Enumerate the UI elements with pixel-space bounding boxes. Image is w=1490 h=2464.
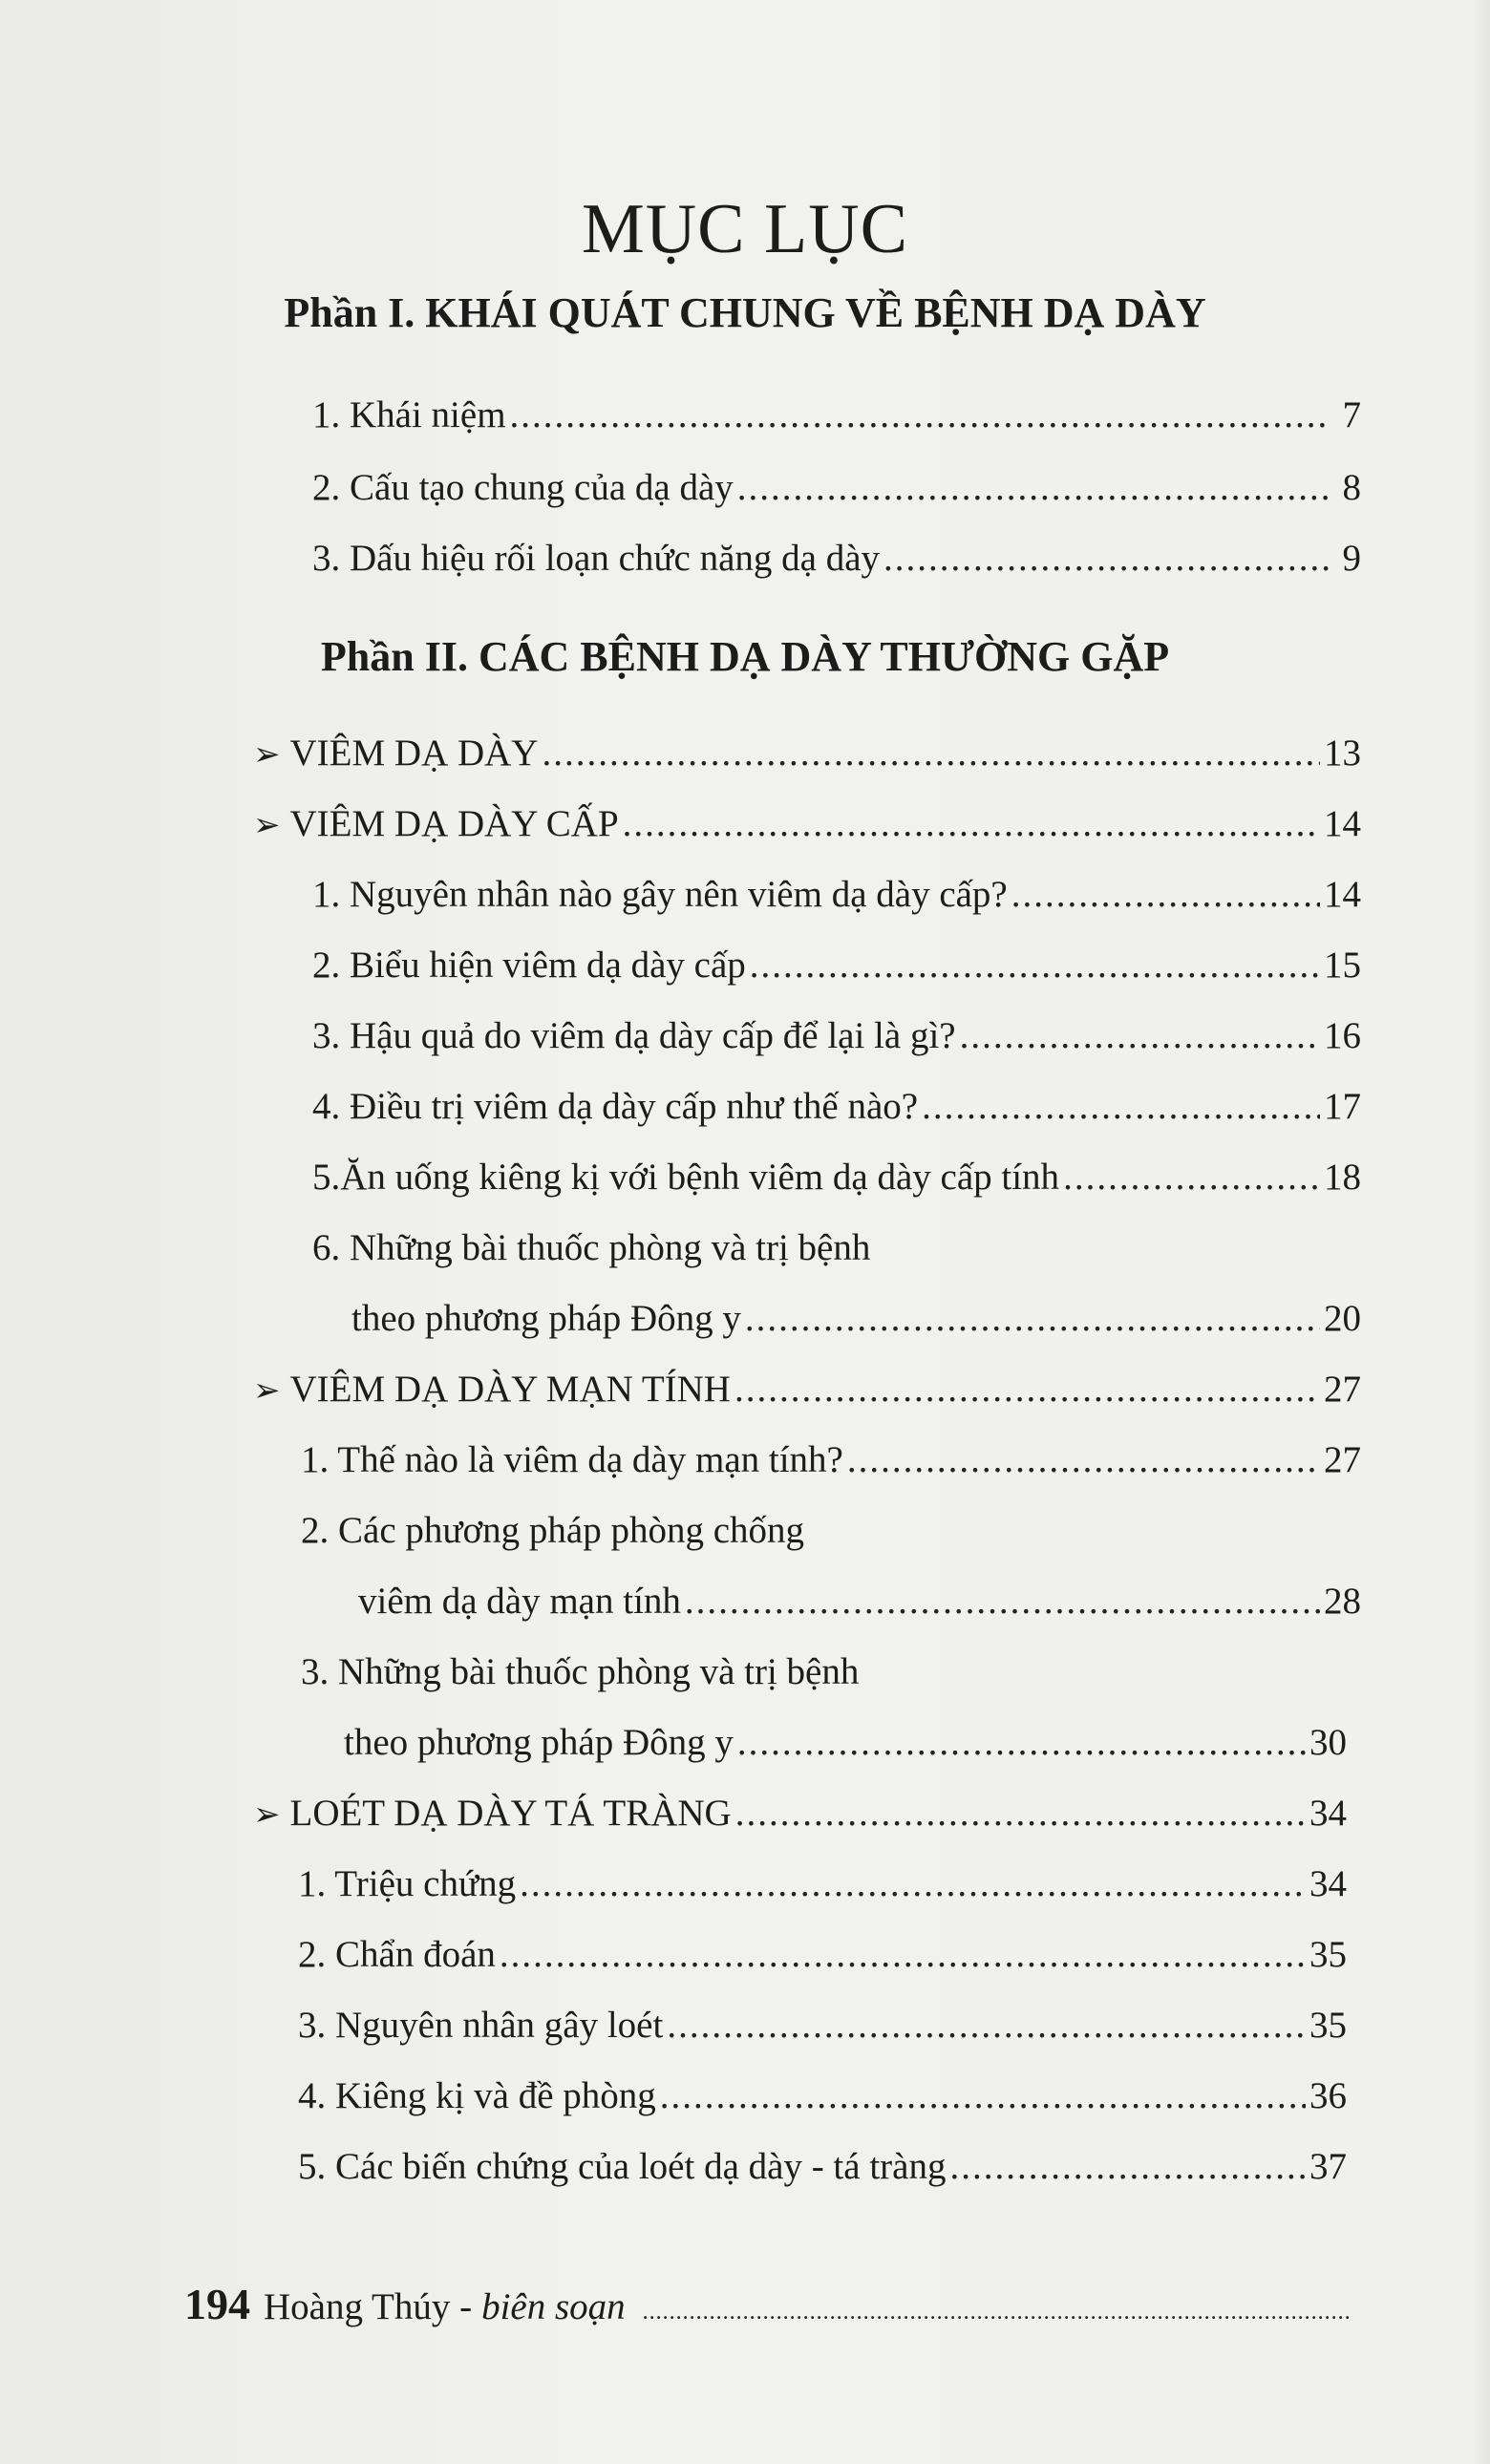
- toc-entry[interactable]: [358, 1580, 1361, 1637]
- toc-entry-page: 28: [1324, 1581, 1361, 1622]
- leader-dots: [500, 1933, 1306, 1976]
- leader-dots: [847, 1438, 1320, 1481]
- toc-entry-text: 2. Cấu tạo chung của dạ dày: [312, 467, 734, 508]
- toc-entry-text-line1[interactable]: 3. Những bài thuốc phòng và trị bệnh: [301, 1651, 860, 1692]
- toc-entry-text: 2. Chẩn đoán: [298, 1934, 496, 1975]
- toc-entry-text: VIÊM DẠ DÀY MẠN TÍNH: [289, 1369, 731, 1410]
- toc-entry-text: LOÉT DẠ DÀY TÁ TRÀNG: [289, 1793, 732, 1834]
- toc-entry[interactable]: [312, 944, 1361, 1001]
- toc-entry-page: 34: [1309, 1863, 1347, 1904]
- toc-entry-text: 1. Nguyên nhân nào gây nên viêm dạ dày cấp?: [312, 874, 1008, 915]
- toc-entry-page: 7: [1342, 394, 1361, 435]
- toc-entry[interactable]: [312, 873, 1361, 930]
- toc-entry-text: 5.Ăn uống kiêng kị với bệnh viêm dạ dày cấp tính: [312, 1157, 1060, 1198]
- toc-entry[interactable]: [298, 1862, 1347, 1920]
- leader-dots: [922, 1085, 1320, 1128]
- leader-dots: [685, 1580, 1320, 1623]
- page-footer: [184, 2279, 1350, 2336]
- leader-dots: [735, 1792, 1306, 1835]
- arrow-bullet-icon: ➢: [253, 1373, 281, 1409]
- toc-entry-page: 35: [1309, 2005, 1347, 2046]
- leader-dots: [1011, 873, 1320, 916]
- toc-entry-text: 4. Kiêng kị và đề phòng: [298, 2075, 656, 2116]
- leader-dots: [520, 1862, 1306, 1905]
- footer-author: Hoàng Thúy -: [264, 2286, 473, 2327]
- leader-dots: [1063, 1156, 1320, 1199]
- toc-entry[interactable]: [312, 1085, 1361, 1142]
- leader-dots: [737, 1721, 1306, 1764]
- toc-entry-page: 27: [1324, 1439, 1361, 1480]
- toc-section-entry[interactable]: [253, 732, 1361, 789]
- toc-entry[interactable]: [298, 2004, 1347, 2061]
- toc-entry[interactable]: [312, 537, 1361, 594]
- leader-dots: [623, 802, 1320, 845]
- leader-dots: [542, 732, 1320, 775]
- toc-entry-text: 3. Hậu quả do viêm dạ dày cấp để lại là gì?: [312, 1015, 956, 1056]
- leader-dots: [949, 2145, 1306, 2188]
- leader-dots: [750, 944, 1320, 987]
- leader-dots: [667, 2004, 1306, 2047]
- toc-entry-text: 2. Biểu hiện viêm dạ dày cấp: [312, 945, 746, 986]
- toc-entry-page: 34: [1309, 1793, 1347, 1834]
- leader-dots: [510, 393, 1329, 436]
- toc-entry-text: 1. Khái niệm: [312, 394, 506, 435]
- toc-entry-page: 36: [1309, 2075, 1347, 2116]
- toc-entry-page: 14: [1324, 874, 1361, 915]
- toc-entry[interactable]: [312, 466, 1361, 523]
- toc-section-entry[interactable]: [253, 802, 1361, 860]
- toc-entry-page: 35: [1309, 1934, 1347, 1975]
- toc-entry-text-line1[interactable]: 2. Các phương pháp phòng chống: [301, 1510, 805, 1551]
- toc-entry-text: 1. Thế nào là viêm dạ dày mạn tính?: [301, 1439, 843, 1480]
- toc-entry-text: theo phương pháp Đông y: [351, 1298, 741, 1339]
- toc-entry-page: 20: [1324, 1298, 1361, 1339]
- toc-entry-page: 13: [1324, 733, 1361, 774]
- toc-entry-text: 5. Các biến chứng của loét dạ dày - tá tràng: [298, 2146, 947, 2187]
- toc-section-entry[interactable]: [253, 1368, 1361, 1425]
- part-1-heading: Phần I. KHÁI QUÁT CHUNG VỀ BỆNH DẠ DÀY: [284, 289, 1206, 336]
- page-title: MỤC LỤC: [581, 189, 909, 268]
- toc-entry-page: 16: [1324, 1015, 1361, 1056]
- toc-entry[interactable]: [312, 1014, 1361, 1072]
- page-number: 194: [184, 2280, 250, 2328]
- toc-entry-page: 9: [1342, 538, 1361, 579]
- toc-entry-page: 37: [1309, 2146, 1347, 2187]
- toc-entry-text: 4. Điều trị viêm dạ dày cấp như thế nào?: [312, 1086, 919, 1127]
- arrow-bullet-icon: ➢: [253, 737, 281, 773]
- page-edge-shadow: [1473, 0, 1490, 2464]
- toc-entry-page: 17: [1324, 1086, 1361, 1127]
- toc-entry-text: VIÊM DẠ DÀY CẤP: [289, 803, 619, 844]
- toc-entry-text: theo phương pháp Đông y: [344, 1722, 734, 1763]
- leader-dots: [660, 2074, 1306, 2117]
- toc-entry-text: 3. Nguyên nhân gây loét: [298, 2005, 664, 2046]
- toc-entry[interactable]: [351, 1297, 1361, 1354]
- toc-entry-page: 18: [1324, 1157, 1361, 1198]
- toc-entry[interactable]: [312, 1156, 1361, 1213]
- leader-dots: [734, 1368, 1320, 1411]
- toc-entry-page: 15: [1324, 945, 1361, 986]
- toc-entry[interactable]: [312, 393, 1361, 451]
- leader-dots: [883, 537, 1329, 580]
- toc-entry[interactable]: [298, 1933, 1347, 1990]
- leader-dots: [960, 1014, 1320, 1057]
- leader-dots: [737, 466, 1329, 509]
- toc-section-entry[interactable]: [253, 1792, 1347, 1849]
- toc-entry-page: 30: [1309, 1722, 1347, 1763]
- part-2-heading: Phần II. CÁC BỆNH DẠ DÀY THƯỜNG GẶP: [320, 633, 1170, 680]
- toc-entry-text: viêm dạ dày mạn tính: [358, 1581, 681, 1622]
- toc-entry-text: VIÊM DẠ DÀY: [289, 733, 539, 774]
- leader-dots: [745, 1297, 1320, 1340]
- toc-entry-page: 8: [1342, 467, 1361, 508]
- toc-entry-text: 1. Triệu chứng: [298, 1863, 517, 1904]
- toc-entry-text: 3. Dấu hiệu rối loạn chức năng dạ dày: [312, 538, 881, 579]
- toc-entry[interactable]: [298, 2074, 1347, 2132]
- toc-entry[interactable]: [301, 1438, 1361, 1496]
- toc-entry[interactable]: [298, 2145, 1347, 2202]
- footer-leader-dots: [643, 2300, 1350, 2326]
- toc-entry-text-line1[interactable]: 6. Những bài thuốc phòng và trị bệnh: [312, 1227, 871, 1268]
- toc-entry-page: 27: [1324, 1369, 1361, 1410]
- toc-entry[interactable]: [344, 1721, 1347, 1778]
- footer-role: biên soạn: [481, 2286, 626, 2327]
- arrow-bullet-icon: ➢: [253, 1797, 281, 1833]
- arrow-bullet-icon: ➢: [253, 808, 281, 843]
- toc-entry-page: 14: [1324, 803, 1361, 844]
